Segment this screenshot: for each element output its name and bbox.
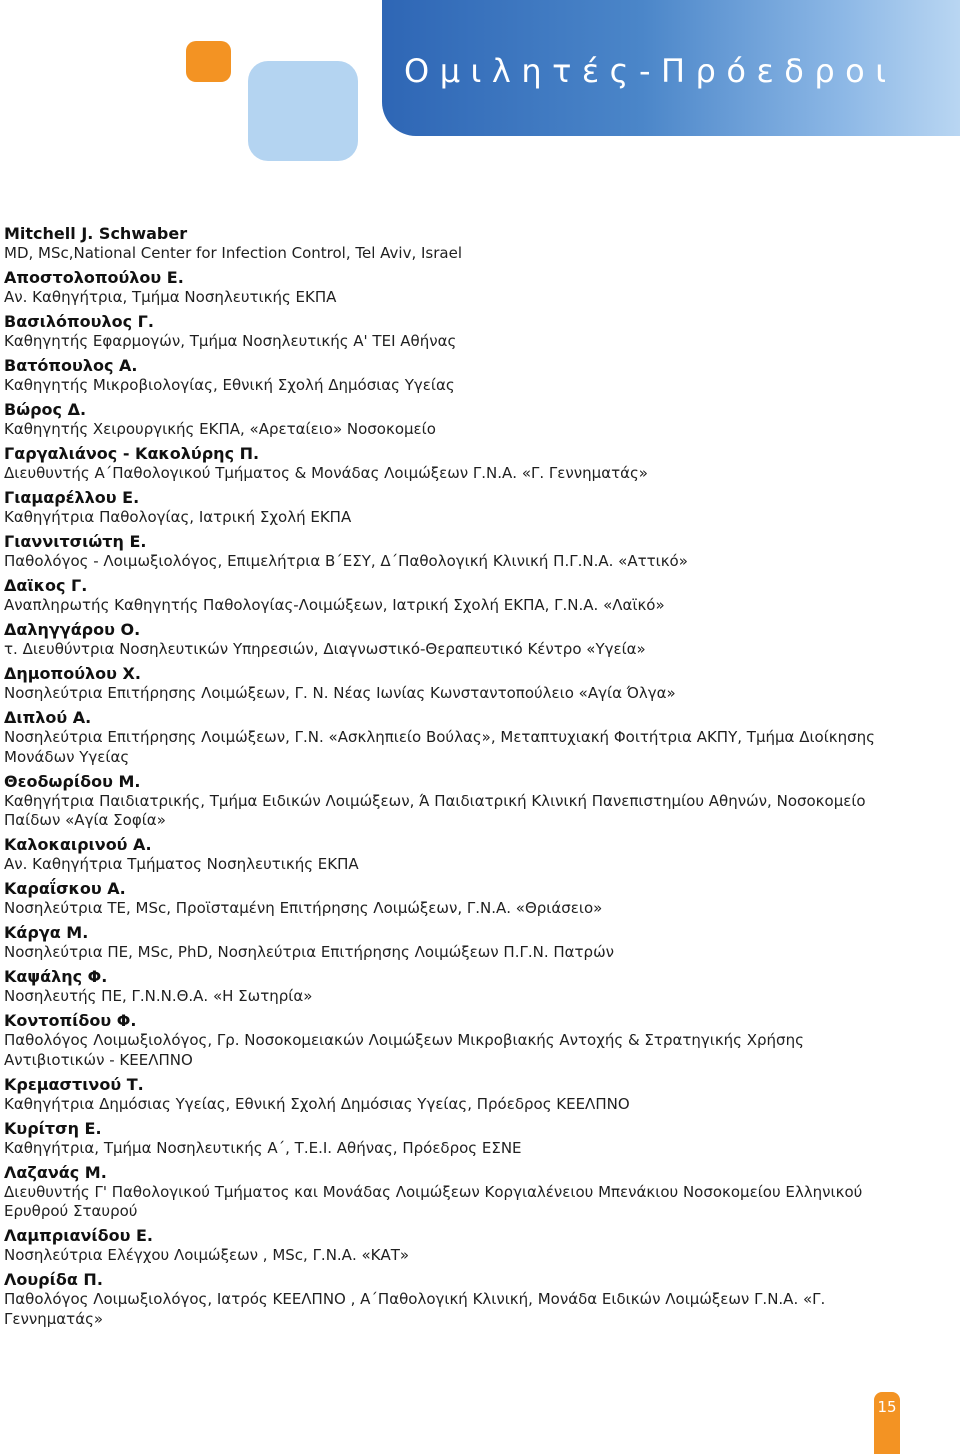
speaker-name: Καλοκαιρινού Α. bbox=[4, 835, 152, 854]
speaker-affiliation: Καθηγήτρια, Τμήμα Νοσηλευτικής Α΄, Τ.Ε.Ι. Αθήνας, Πρόεδρος ΕΣΝΕ bbox=[4, 1138, 522, 1157]
list-item bbox=[4, 1075, 884, 1115]
blue-decorative-square bbox=[248, 61, 358, 161]
speaker-affiliation: τ. Διευθύντρια Νοσηλευτικών Υπηρεσιών, Διαγνωστικό-Θεραπευτικό Κέντρο «Υγεία» bbox=[4, 640, 646, 658]
speaker-affiliation: Νοσηλεύτρια ΠΕ, MSc, PhD, Νοσηλεύτρια Επιτήρησης Λοιμώξεων Π.Γ.Ν. Πατρών bbox=[4, 943, 615, 961]
speaker-affiliation: Καθηγητής Χειρουργικής ΕΚΠΑ, «Αρεταίειο» Νοσοκομείο bbox=[4, 420, 436, 438]
speaker-affiliation: Καθηγητής Μικροβιολογίας, Εθνική Σχολή Δημόσιας Υγείας bbox=[4, 376, 455, 394]
speaker-list bbox=[4, 224, 884, 1334]
list-item bbox=[4, 224, 884, 264]
list-item bbox=[4, 312, 884, 352]
page-title: Ομιλητές-Πρόεδροι bbox=[404, 52, 897, 90]
list-item bbox=[4, 1011, 884, 1070]
speaker-name: Λαμπριανίδου Ε. bbox=[4, 1226, 153, 1245]
list-item bbox=[4, 708, 884, 767]
speaker-name: Κοντοπίδου Φ. bbox=[4, 1011, 137, 1030]
speaker-name: Κρεμαστινού Τ. bbox=[4, 1074, 144, 1094]
list-item bbox=[4, 356, 884, 396]
speaker-affiliation: Καθηγήτρια Δημόσιας Υγείας, Εθνική Σχολή Δημόσιας Υγείας, Πρόεδρος ΚΕΕΛΠΝΟ bbox=[4, 1094, 630, 1113]
speaker-name: Λαζανάς Μ. bbox=[4, 1162, 107, 1182]
speaker-name: Δημοπούλου Χ. bbox=[4, 664, 141, 683]
page-number: 15 bbox=[877, 1398, 897, 1416]
list-item bbox=[4, 268, 884, 308]
list-item bbox=[4, 1163, 884, 1222]
speaker-name: Δαϊκος Γ. bbox=[4, 576, 88, 595]
speaker-name: Διπλού Α. bbox=[4, 708, 92, 727]
list-item bbox=[4, 400, 884, 440]
speaker-name: Κάργα Μ. bbox=[4, 923, 89, 942]
speaker-affiliation: Αν. Καθηγήτρια Τμήματος Νοσηλευτικής ΕΚΠΑ bbox=[4, 855, 359, 873]
speaker-affiliation: Καθηγήτρια Παθολογίας, Ιατρική Σχολή ΕΚΠΑ bbox=[4, 508, 352, 526]
speaker-affiliation: Παθολόγος - Λοιμωξιολόγος, Επιμελήτρια Β΄ΕΣΥ, Δ΄Παθολογική Κλινική Π.Γ.Ν.Α. «Αττικό» bbox=[4, 552, 688, 570]
speaker-name: Λουρίδα Π. bbox=[4, 1270, 103, 1289]
speaker-name: Βατόπουλος Α. bbox=[4, 356, 138, 375]
speaker-affiliation: Καθηγήτρια Παιδιατρικής, Τμήμα Ειδικών Λοιμώξεων, Ά Παιδιατρική Κλινική Πανεπιστημίου Αθηνών, Νοσοκομείο Παίδων «Αγία Σοφία» bbox=[4, 791, 866, 829]
list-item bbox=[4, 879, 884, 919]
speaker-affiliation: Νοσηλεύτρια Επιτήρησης Λοιμώξεων, Γ. Ν. Νέας Ιωνίας Κωνσταντοπούλειο «Αγία Όλγα» bbox=[4, 684, 676, 702]
speaker-affiliation: Νοσηλεύτρια Ελέγχου Λοιμώξεων , MSc, Γ.Ν.Α. «ΚΑΤ» bbox=[4, 1246, 410, 1264]
speaker-name: Mitchell J. Schwaber bbox=[4, 224, 188, 243]
speaker-name: Κυρίτση Ε. bbox=[4, 1118, 102, 1138]
list-item bbox=[4, 1119, 884, 1159]
speaker-name: Θεοδωρίδου Μ. bbox=[4, 771, 141, 791]
list-item bbox=[4, 1270, 884, 1329]
list-item bbox=[4, 620, 884, 660]
speaker-name: Γιαμαρέλλου Ε. bbox=[4, 488, 140, 507]
list-item bbox=[4, 488, 884, 528]
speaker-affiliation: Νοσηλεύτρια Επιτήρησης Λοιμώξεων, Γ.Ν. «Ασκληπιείο Βούλας», Μεταπτυχιακή Φοιτήτρια ΑΚΠΥ, Τμήμα Διοίκησης Μονάδων Υγείας bbox=[4, 728, 875, 766]
speaker-name: Βώρος Δ. bbox=[4, 400, 87, 419]
speaker-affiliation: Παθολόγος Λοιμωξιολόγος, Ιατρός ΚΕΕΛΠΝΟ , Α΄Παθολογική Κλινική, Μονάδα Ειδικών Λοιμώξεων Γ.Ν.Α. «Γ. Γεννηματάς» bbox=[4, 1290, 826, 1328]
speaker-affiliation: Διευθυντής Α΄Παθολογικού Τμήματος & Μονάδας Λοιμώξεων Γ.Ν.Α. «Γ. Γεννηματάς» bbox=[4, 464, 648, 482]
speaker-name: Δαληγγάρου Ο. bbox=[4, 620, 141, 639]
list-item bbox=[4, 923, 884, 963]
speaker-name: Γιαννιτσιώτη Ε. bbox=[4, 532, 147, 551]
speaker-affiliation: MD, MSc,National Center for Infection Control, Tel Aviv, Israel bbox=[4, 244, 462, 262]
list-item bbox=[4, 576, 884, 616]
list-item bbox=[4, 444, 884, 484]
speaker-affiliation: Νοσηλευτής ΠΕ, Γ.Ν.Ν.Θ.Α. «Η Σωτηρία» bbox=[4, 987, 313, 1005]
speaker-name: Καψάλης Φ. bbox=[4, 967, 108, 986]
speaker-affiliation: Καθηγητής Εφαρμογών, Τμήμα Νοσηλευτικής Α' ΤΕΙ Αθήνας bbox=[4, 332, 457, 350]
speaker-name: Βασιλόπουλος Γ. bbox=[4, 312, 154, 331]
speaker-affiliation: Νοσηλεύτρια ΤΕ, MSc, Προϊσταμένη Επιτήρησης Λοιμώξεων, Γ.Ν.Α. «Θριάσειο» bbox=[4, 899, 603, 917]
speaker-affiliation: Παθολόγος Λοιμωξιολόγος, Γρ. Νοσοκομειακών Λοιμώξεων Μικροβιακής Αντοχής & Στρατηγικής Χρήσης Αντιβιοτικών - ΚΕΕΛΠΝΟ bbox=[4, 1031, 804, 1069]
speaker-name: Αποστολοπούλου Ε. bbox=[4, 268, 184, 287]
speaker-affiliation: Αναπληρωτής Καθηγητής Παθολογίας-Λοιμώξεων, Ιατρική Σχολή ΕΚΠΑ, Γ.Ν.Α. «Λαϊκό» bbox=[4, 596, 665, 614]
list-item bbox=[4, 1226, 884, 1266]
list-item bbox=[4, 532, 884, 572]
speaker-name: Καραΐσκου Α. bbox=[4, 879, 126, 898]
list-item bbox=[4, 967, 884, 1007]
speaker-affiliation: Διευθυντής Γ' Παθολογικού Τμήματος και Μονάδας Λοιμώξεων Κοργιαλένειου Μπενάκιου Νοσοκομείου Ελληνικού Ερυθρού Σταυρού bbox=[4, 1182, 863, 1220]
list-item bbox=[4, 772, 884, 831]
list-item bbox=[4, 835, 884, 875]
speaker-affiliation: Αν. Καθηγήτρια, Τμήμα Νοσηλευτικής ΕΚΠΑ bbox=[4, 288, 337, 306]
speaker-name: Γαργαλιάνος - Κακολύρης Π. bbox=[4, 444, 260, 463]
orange-decorative-square bbox=[186, 41, 231, 82]
list-item bbox=[4, 664, 884, 704]
